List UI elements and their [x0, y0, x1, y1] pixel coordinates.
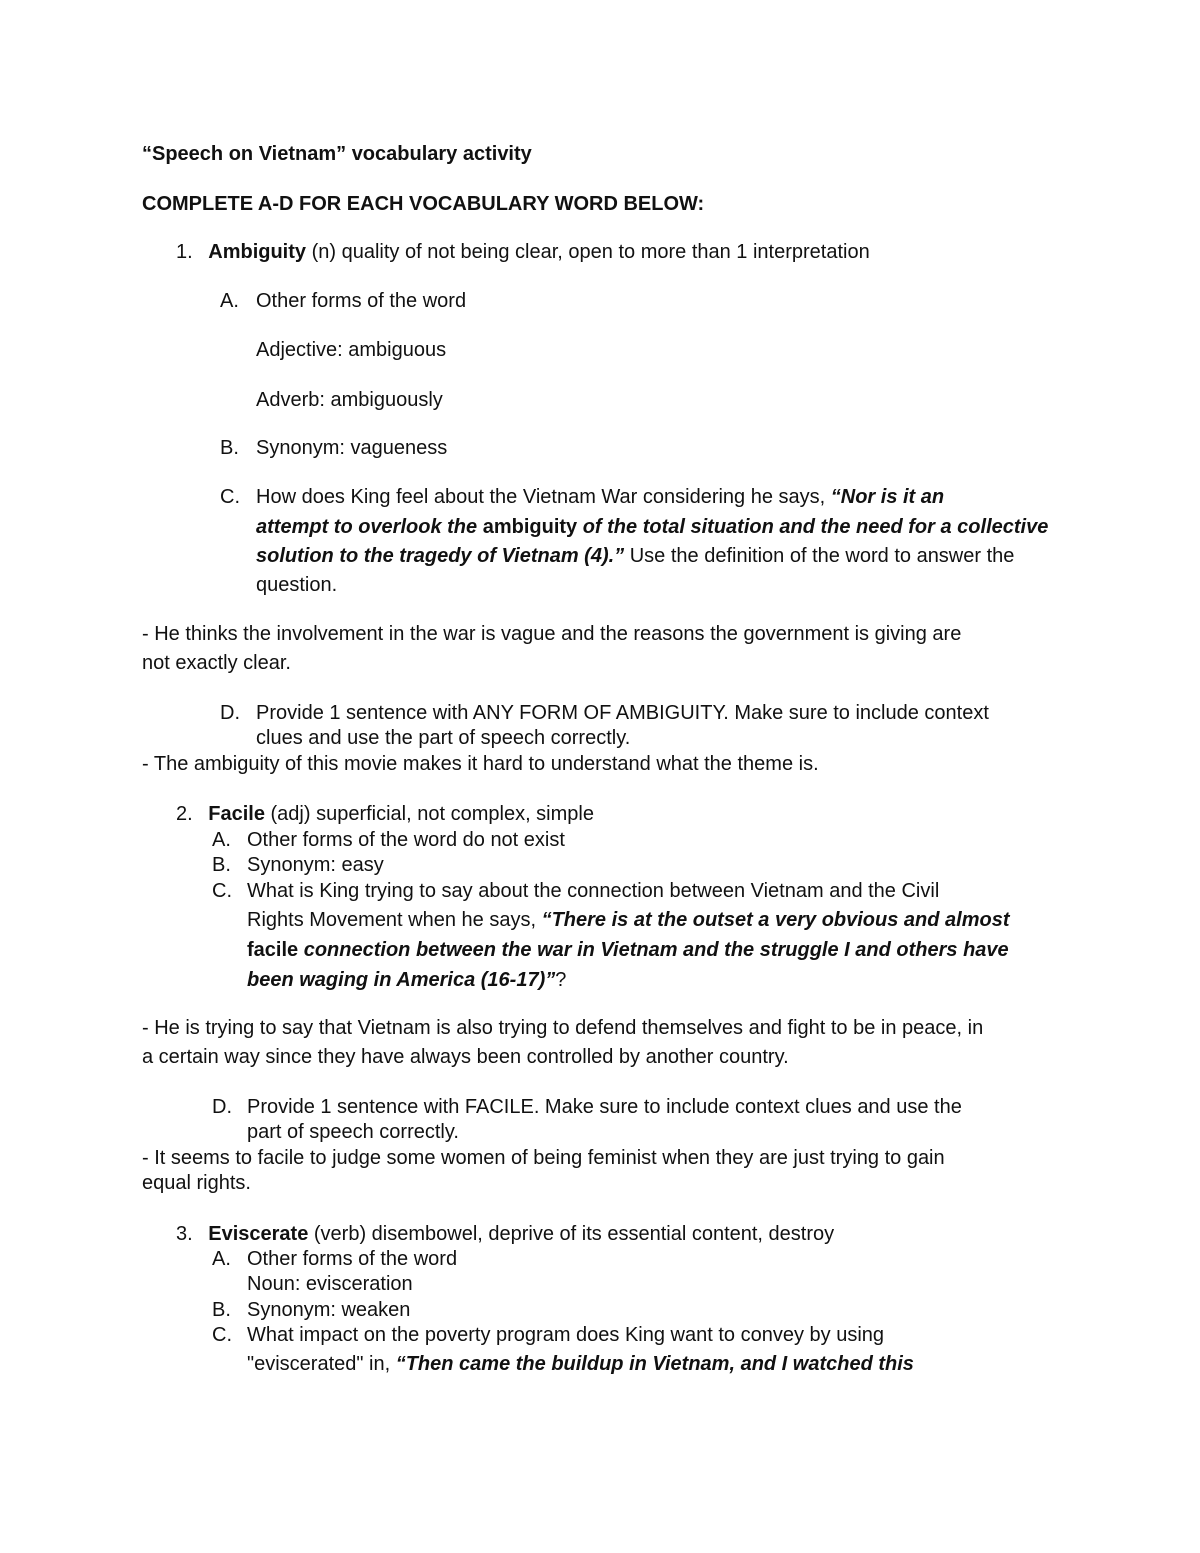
word-1-c-answer-line2: not exactly clear. — [142, 652, 291, 674]
word-1-d-answer: - The ambiguity of this movie makes it hard to understand what the theme is. — [142, 753, 819, 775]
word-1-a-form1: Adjective: ambiguous — [256, 339, 447, 361]
word-1-c-line1-plain: How does King feel about the Vietnam War considering he says, — [256, 486, 831, 508]
word-1-a-form2: Adverb: ambiguously — [256, 389, 443, 411]
word-2-c-line2 — [247, 907, 1010, 933]
word-1-a-label: A. — [220, 290, 239, 312]
word-2-c-line2-quote: “There is at the outset a very obvious and almost — [541, 909, 1010, 931]
word-2-term: Facile — [208, 803, 265, 825]
word-1-c-answer-line1: - He thinks the involvement in the war is vague and the reasons the government is giving are — [142, 623, 962, 645]
word-1-number: 1. — [176, 241, 193, 263]
word-1-d-label: D. — [220, 702, 240, 724]
word-2-d-label: D. — [212, 1096, 232, 1118]
word-1-c-line4: question. — [256, 574, 338, 596]
word-3-entry — [176, 1221, 834, 1247]
word-2-c-label: C. — [212, 880, 232, 902]
word-1-d-line1: Provide 1 sentence with ANY FORM OF AMBIGUITY. Make sure to include context — [256, 702, 989, 724]
word-2-b-text: Synonym: easy — [247, 854, 384, 876]
word-3-term: Eviscerate — [208, 1223, 309, 1245]
word-2-d-line1: Provide 1 sentence with FACILE. Make sure to include context clues and use the — [247, 1096, 962, 1118]
word-2-c-answer-line1: - He is trying to say that Vietnam is also trying to defend themselves and fight to be in peace, in — [142, 1017, 984, 1039]
word-1-c-line2 — [256, 514, 1048, 540]
word-3-c-line1: What impact on the poverty program does King want to convey by using — [247, 1324, 885, 1346]
word-3-definition: (verb) disembowel, deprive of its essential content, destroy — [313, 1223, 835, 1245]
word-3-number: 3. — [176, 1223, 193, 1245]
word-3-b-label: B. — [212, 1299, 231, 1321]
word-1-a-text: Other forms of the word — [256, 290, 467, 312]
document-title: “Speech on Vietnam” vocabulary activity — [142, 143, 532, 165]
word-2-definition: (adj) superficial, not complex, simple — [270, 803, 594, 825]
word-2-c-line1: What is King trying to say about the connection between Vietnam and the Civil — [247, 880, 940, 902]
word-2-number: 2. — [176, 803, 193, 825]
word-2-entry — [176, 801, 594, 827]
word-1-b-label: B. — [220, 437, 239, 459]
word-2-c-line3-bold: facile — [247, 939, 299, 961]
word-1-d-line2: clues and use the part of speech correctly. — [256, 727, 631, 749]
word-1-definition: (n) quality of not being clear, open to more than 1 interpretation — [311, 241, 870, 263]
word-1-c-line2-post: of the total situation and the need for a collective — [577, 516, 1049, 538]
word-3-a-text: Other forms of the word — [247, 1248, 458, 1270]
word-3-a-form1: Noun: evisceration — [247, 1273, 413, 1295]
word-2-c-line4-plain: ? — [555, 969, 567, 991]
word-2-d-answer-line1: - It seems to facile to judge some women of being feminist when they are just trying to gain — [142, 1147, 945, 1169]
word-1-entry — [176, 239, 870, 265]
word-1-c-line1-quote: “Nor is it an — [830, 486, 945, 508]
word-3-c-label: C. — [212, 1324, 232, 1346]
word-1-c-line3-quote: solution to the tragedy of Vietnam (4).” — [256, 545, 625, 567]
word-1-c-label: C. — [220, 486, 240, 508]
word-3-b-text: Synonym: weaken — [247, 1299, 411, 1321]
word-2-c-line4 — [247, 967, 566, 993]
word-2-c-line3-post: connection between the war in Vietnam and the struggle I and others have — [298, 939, 1009, 961]
word-2-b-label: B. — [212, 854, 231, 876]
word-2-c-line3 — [247, 937, 1009, 963]
word-1-c-line3-plain: Use the definition of the word to answer the — [624, 545, 1015, 567]
word-3-a-label: A. — [212, 1248, 231, 1270]
instructions: COMPLETE A-D FOR EACH VOCABULARY WORD BELOW: — [142, 193, 705, 215]
word-1-c-line2-pre: attempt to overlook the — [256, 516, 483, 538]
word-2-d-answer-line2: equal rights. — [142, 1172, 251, 1194]
word-2-a-text: Other forms of the word do not exist — [247, 829, 565, 851]
word-3-c-line2-quote: “Then came the buildup in Vietnam, and I watched this — [395, 1353, 914, 1375]
word-3-c-line2-plain: "eviscerated" in, — [247, 1353, 396, 1375]
word-2-c-line4-quote: been waging in America (16-17)” — [247, 969, 556, 991]
word-1-term: Ambiguity — [208, 241, 307, 263]
word-2-d-line2: part of speech correctly. — [247, 1121, 459, 1143]
word-2-a-label: A. — [212, 829, 231, 851]
word-1-c-line1 — [256, 484, 944, 510]
word-3-c-line2 — [247, 1351, 914, 1377]
word-1-c-line3 — [256, 543, 1014, 569]
word-1-c-line2-bold: ambiguity — [482, 516, 578, 538]
word-2-c-answer-line2: a certain way since they have always been controlled by another country. — [142, 1046, 789, 1068]
word-2-c-line2-plain: Rights Movement when he says, — [247, 909, 542, 931]
word-1-b-text: Synonym: vagueness — [256, 437, 448, 459]
